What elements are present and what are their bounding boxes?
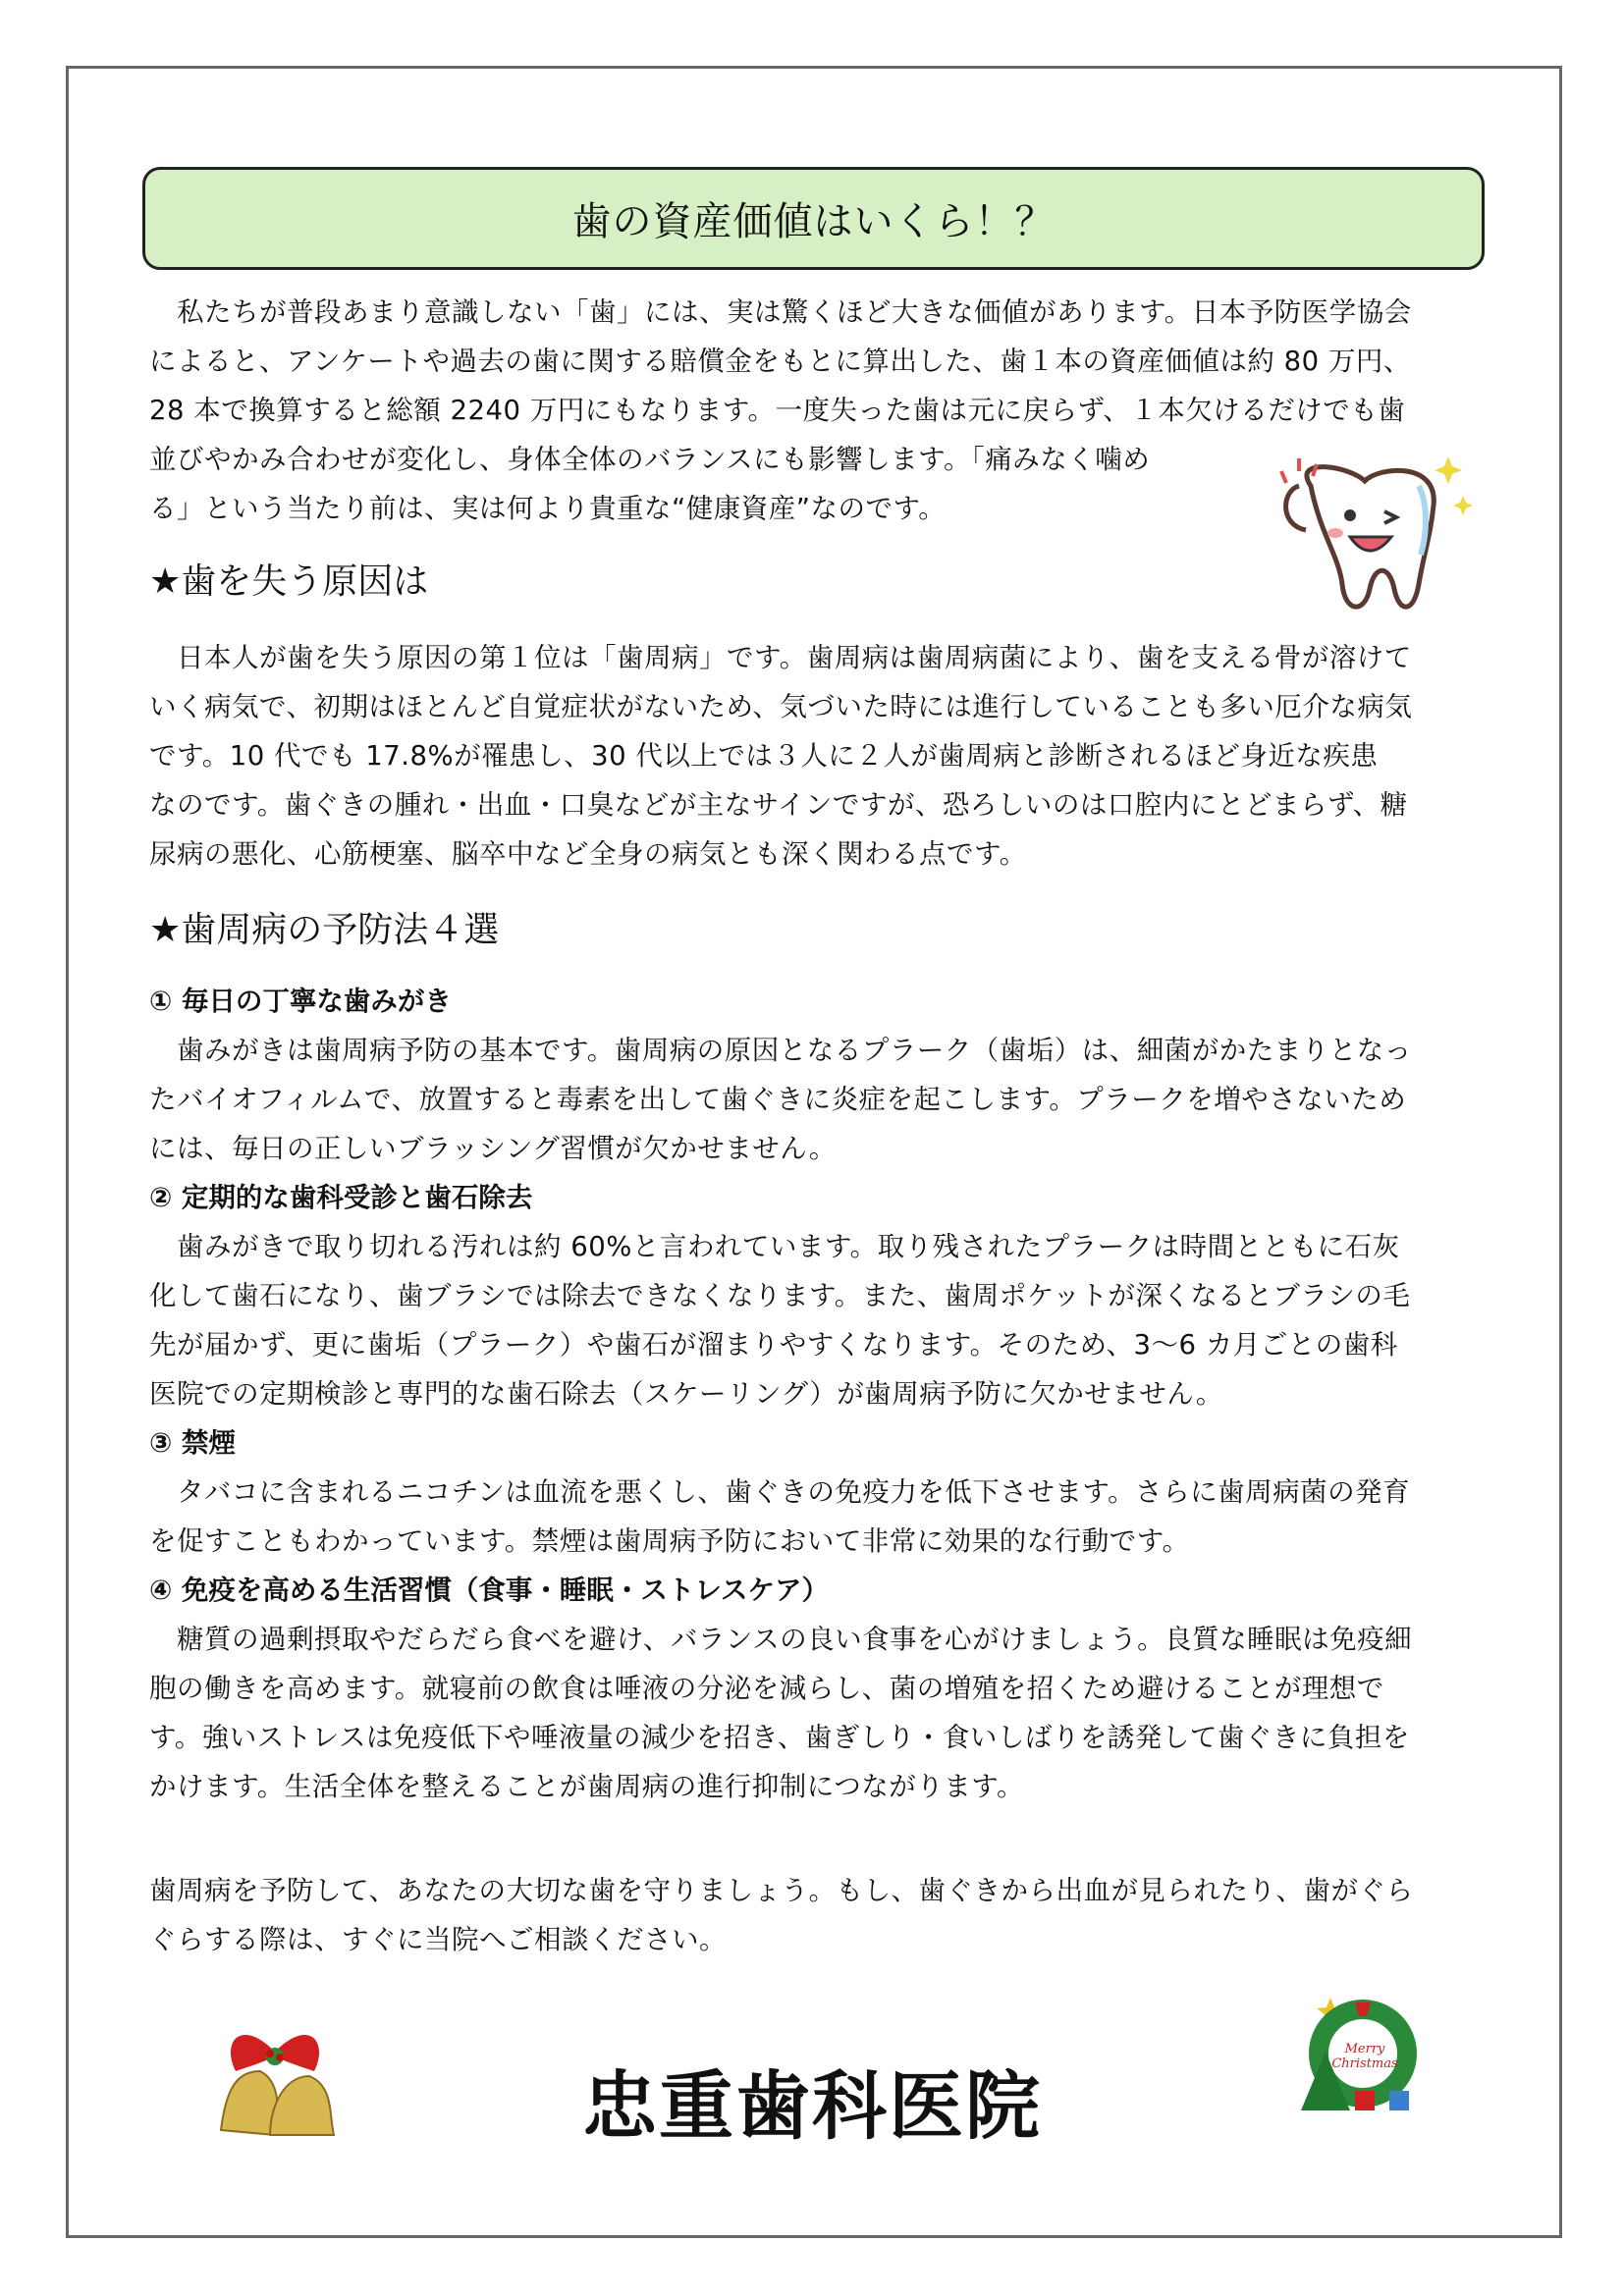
text-line: タバコに含まれるニコチンは血流を悪くし、歯ぐきの免疫力を低下させます。さらに歯周病菌の発育 [149,1476,1411,1508]
subheading: ③ 禁煙 [149,1427,236,1459]
text-line: かけます。生活全体を整えることが歯周病の進行抑制につながります。 [149,1771,1025,1802]
text-line: 医院での定期検診と専門的な歯石除去（スケーリング）が歯周病予防に欠かせません。 [149,1378,1223,1410]
text-line: たバイオフィルムで、放置すると毒素を出して歯ぐきに炎症を起こします。プラークを増やさないため [149,1084,1407,1115]
text-line: 歯周病を予防して、あなたの大切な歯を守りましょう。もし、歯ぐきから出血が見られたり、歯がぐら [149,1875,1414,1906]
closing-paragraph [149,1866,1485,1964]
title-banner [142,167,1485,270]
text-line: 尿病の悪化、心筋梗塞、脳卒中など全身の病気とも深く関わる点です。 [149,838,1027,870]
text-line: には、毎日の正しいブラッシング習慣が欠かせません。 [149,1133,837,1164]
text-line: です。10 代でも 17.8%が罹患し、30 代以上では３人に２人が歯周病と診断されるほど身近な疾患 [149,740,1379,772]
text-line: 歯みがきで取り切れる汚れは約 60%と言われています。取り残されたプラークは時間とともに石灰 [149,1231,1400,1262]
text-line: 歯みがきは歯周病予防の基本です。歯周病の原因となるプラーク（歯垢）は、細菌がかたまりとなっ [149,1035,1412,1066]
section-prevention [149,901,1485,1811]
text-line: 先が届かず、更に歯垢（プラーク）や歯石が溜まりやすくなります。そのため、3〜6 カ月ごとの歯科 [149,1329,1398,1361]
page-title: 歯の資産価値はいくら！？ [571,199,1056,244]
clinic-name: 忠重歯科医院 [582,2062,1042,2150]
subheading: ② 定期的な歯科受診と歯石除去 [149,1182,533,1213]
christmas-wreath-icon [1296,1993,1424,2115]
text-line: 私たちが普段あまり意識しない「歯」には、実は驚くほど大きな価値があります。日本予防医学協会 [149,296,1412,328]
text-line: なのです。歯ぐきの腫れ・出血・口臭などが主なサインですが、恐ろしいのは口腔内にとどまらず、糖 [149,789,1408,821]
text-line: す。強いストレスは免疫低下や唾液量の減少を招き、歯ぎしり・食いしばりを誘発して歯ぐきに負担を [149,1722,1410,1753]
text-line: 胞の働きを高めます。就寝前の飲食は唾液の分泌を減らし、菌の増殖を招くため避けることが理想で [149,1673,1384,1704]
text-line: 糖質の過剰摂取やだらだら食べを避け、バランスの良い食事を心がけましょう。良質な睡眠は免疫細 [149,1624,1413,1655]
text-line: いく病気で、初期はほとんど自覚症状がないため、気づいた時には進行していることも多い厄介な病気 [149,691,1413,722]
text-line: 並びやかみ合わせが変化し、身体全体のバランスにも影響します。「痛みなく噛め [149,444,1151,475]
text-line: 化して歯石になり、歯ブラシでは除去できなくなります。また、歯周ポケットが深くなるとブラシの毛 [149,1280,1411,1311]
text-line: 日本人が歯を失う原因の第１位は「歯周病」です。歯周病は歯周病菌により、歯を支える骨が溶けて [149,642,1412,673]
section-heading: ★歯を失う原因は [149,561,429,602]
text-line: を促すこともわかっています。禁煙は歯周病予防において非常に効果的な行動です。 [149,1525,1190,1557]
section-causes [149,553,1485,879]
text-line: 28 本で換算すると総額 2240 万円にもなります。一度失った歯は元に戻らず、１本欠けるだけでも歯 [149,395,1406,426]
wreath-text: Merry Christmas [1331,2042,1398,2071]
text-line: ぐらする際は、すぐに当院へご相談ください。 [149,1924,727,1955]
section-heading: ★歯周病の予防法４選 [149,910,500,950]
subheading: ④ 免疫を高める生活習慣（食事・睡眠・ストレスケア） [149,1575,830,1606]
text-line: によると、アンケートや過去の歯に関する賠償金をもとに算出した、歯１本の資産価値は約 80 万円、 [149,346,1411,377]
text-line: る」という当たり前は、実は何より貴重な“健康資産”なのです。 [149,493,947,524]
subheading: ① 毎日の丁寧な歯みがき [149,986,452,1017]
